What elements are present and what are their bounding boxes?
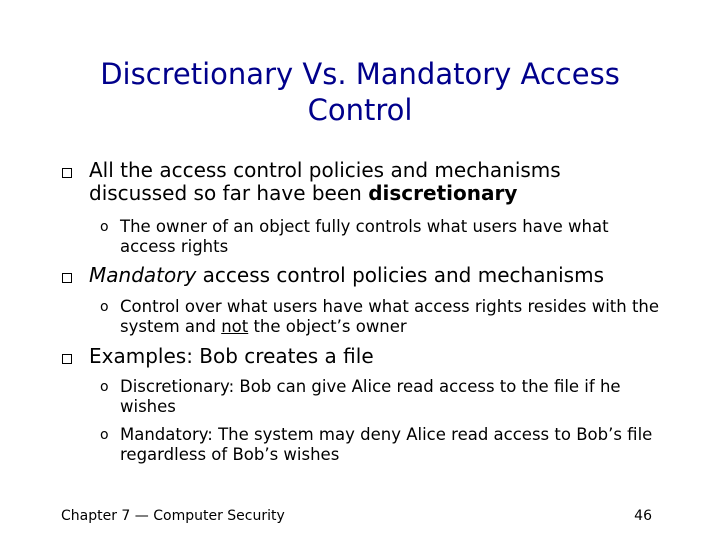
bullet-1-lead: All the access control policies and mechanisms discussed so far have been — [89, 158, 561, 205]
bullet-2-sub-post: the object’s owner — [248, 317, 407, 336]
bullet-2-sub-1 — [100, 297, 660, 337]
slide-title-line-2: Control — [307, 93, 413, 127]
slide-title — [60, 56, 660, 128]
bullet-3-sub-1-text: Discretionary: Bob can give Alice read access to the file if he wishes — [120, 377, 621, 416]
bullet-2-italic: Mandatory — [89, 263, 197, 287]
bullet-2-sub-underline: not — [221, 317, 249, 336]
square-bullet-icon — [62, 273, 72, 283]
circle-bullet-icon: o — [100, 427, 109, 443]
bullet-2-text — [89, 264, 659, 287]
bullet-2-sub-pre: Control over what users have what access rights resides with the system and — [120, 297, 660, 336]
circle-bullet-icon: o — [100, 299, 109, 315]
bullet-2 — [62, 264, 659, 287]
bullet-3-sub-1 — [100, 377, 660, 417]
circle-bullet-icon: o — [100, 379, 109, 395]
footer-page-number: 46 — [634, 508, 652, 524]
bullet-3-sub-2-text: Mandatory: The system may deny Alice read access to Bob’s file regardless of Bob’s wishes — [120, 425, 653, 464]
circle-bullet-icon: o — [100, 219, 109, 235]
bullet-2-sub-1-text — [120, 297, 660, 337]
bullet-1-sub-1-text: The owner of an object fully controls what users have what access rights — [120, 217, 609, 256]
bullet-3-sub-2 — [100, 425, 660, 465]
bullet-1-text — [89, 159, 659, 205]
square-bullet-icon — [62, 168, 72, 178]
slide-title-line-1: Discretionary Vs. Mandatory Access — [100, 57, 620, 91]
bullet-3-text: Examples: Bob creates a file — [89, 344, 374, 368]
bullet-1-sub-1 — [100, 217, 660, 257]
footer-chapter: Chapter 7 — Computer Security — [61, 508, 285, 524]
bullet-2-rest: access control policies and mechanisms — [196, 263, 605, 287]
square-bullet-icon — [62, 354, 72, 364]
bullet-1-bold: discretionary — [368, 181, 518, 205]
bullet-1 — [62, 159, 659, 205]
bullet-3 — [62, 345, 659, 368]
